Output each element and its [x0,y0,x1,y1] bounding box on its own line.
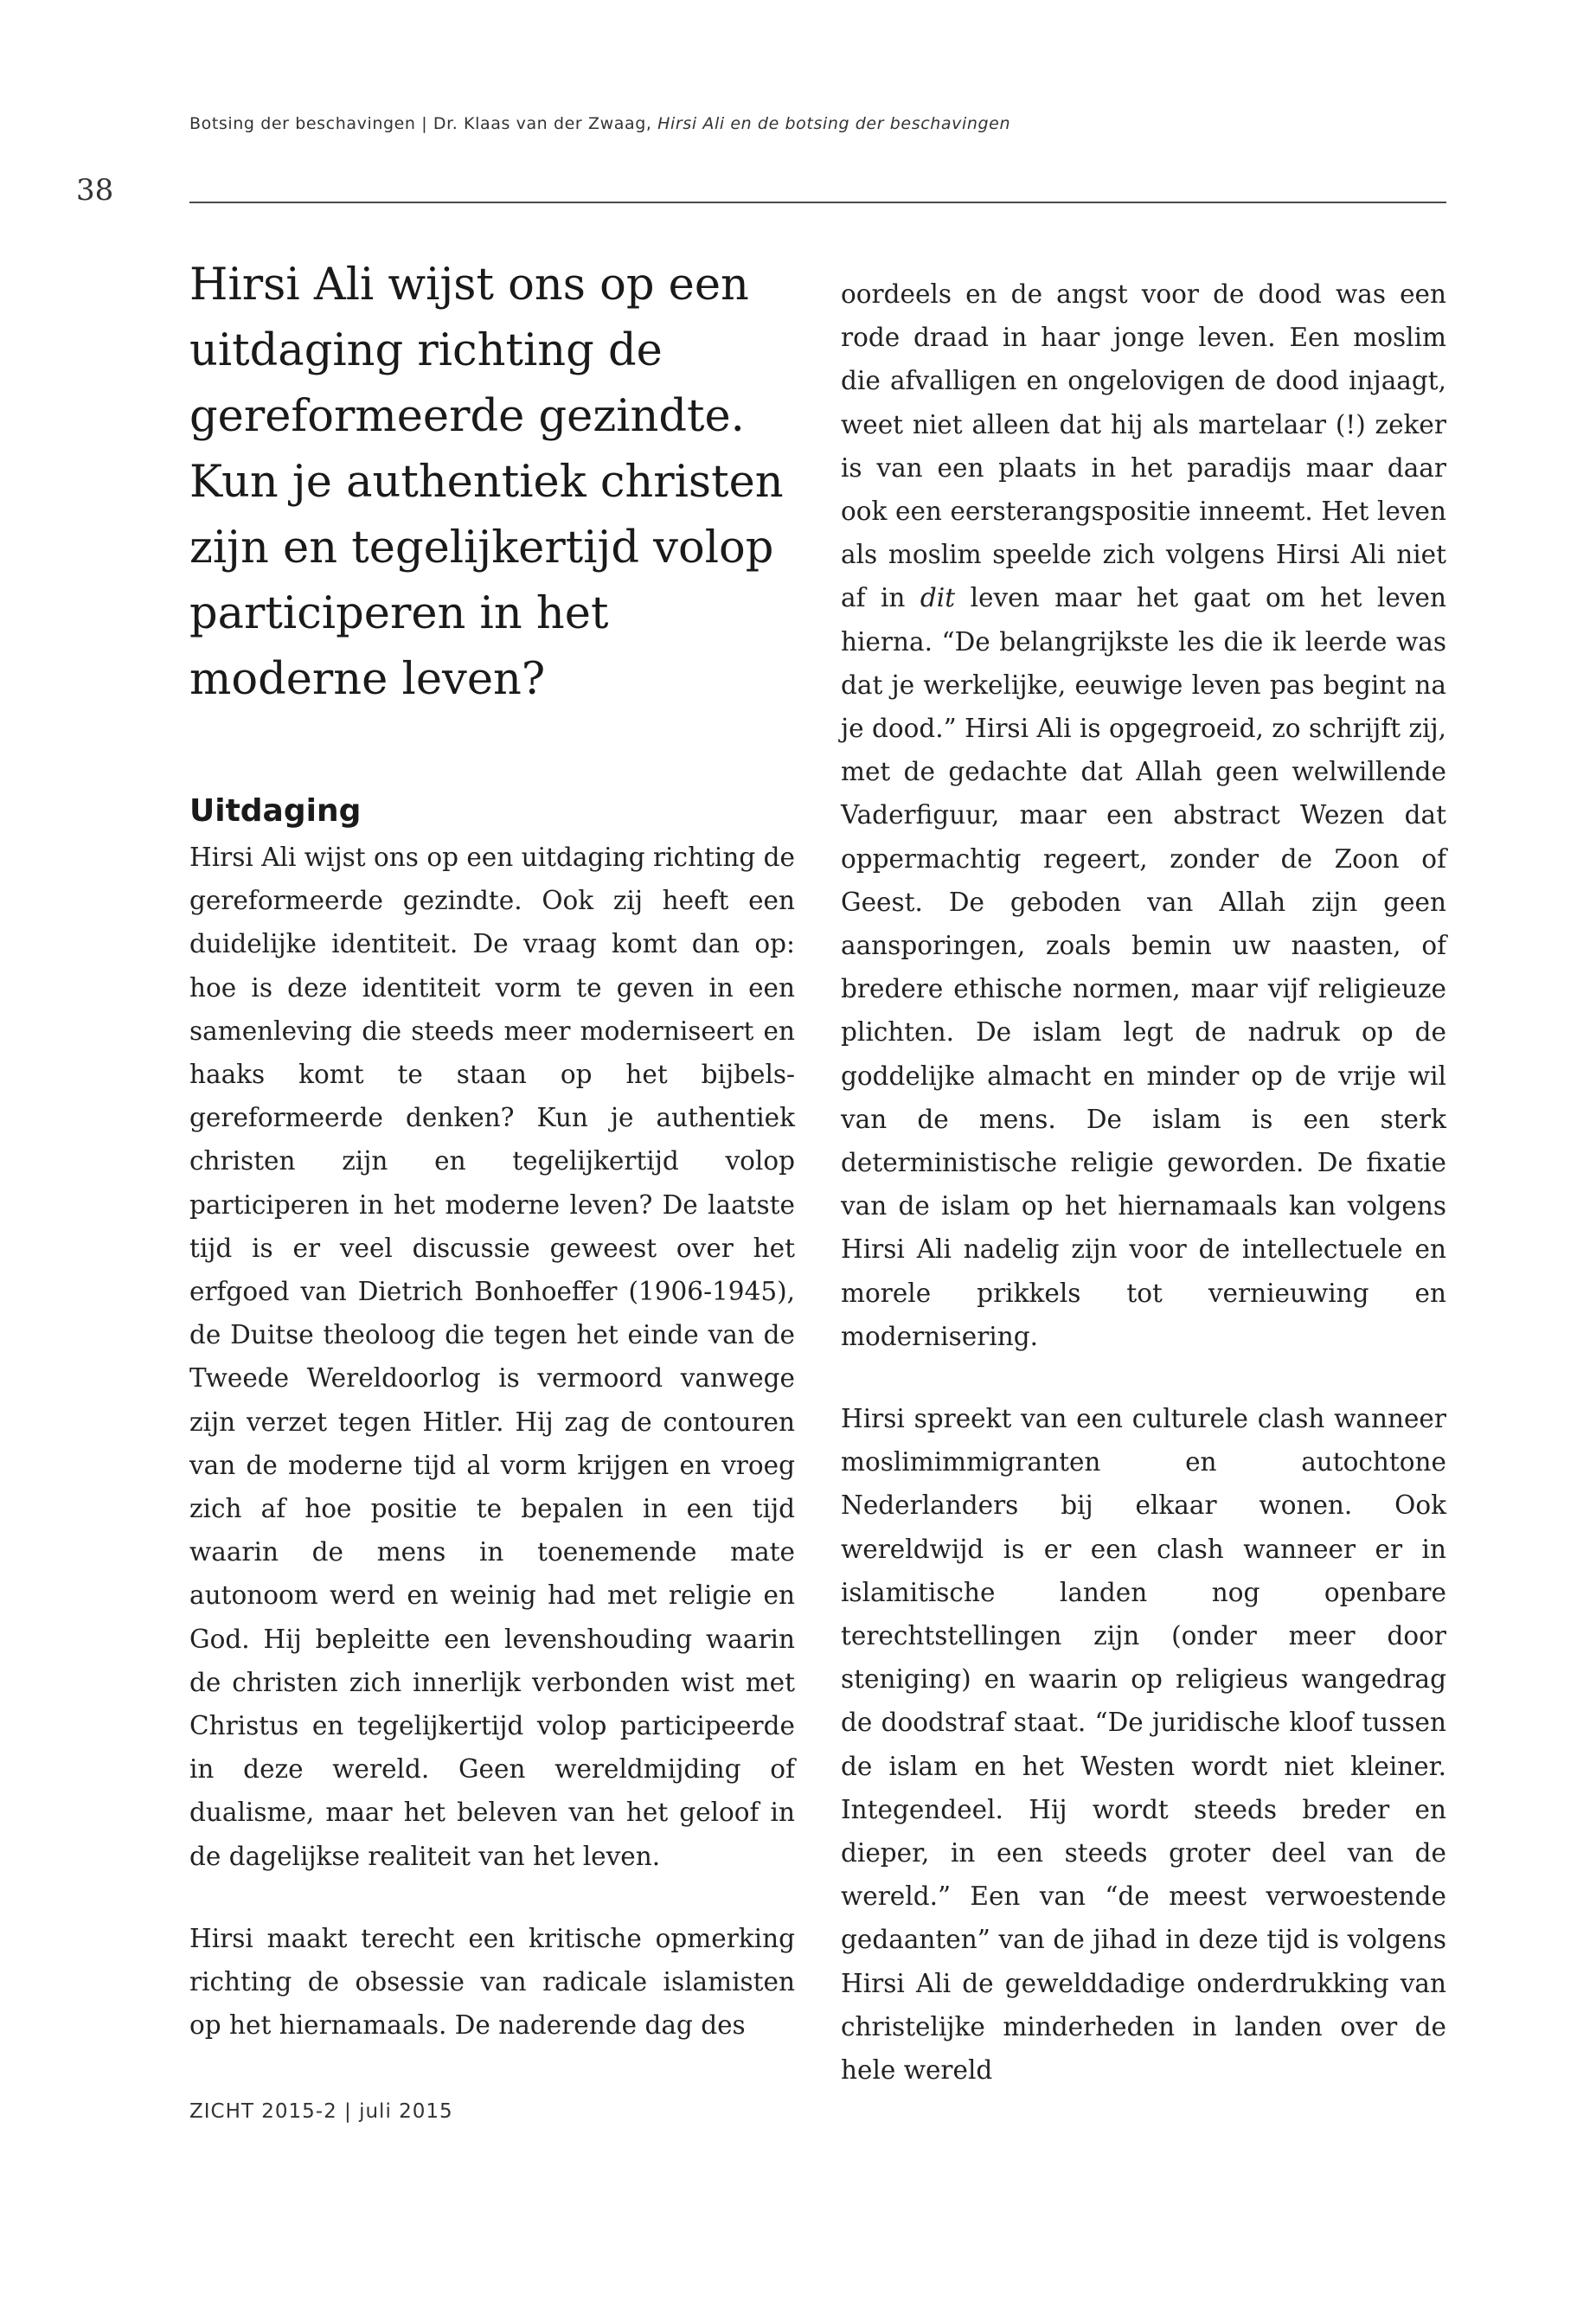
header-article-title: Hirsi Ali en de botsing der beschavingen [657,114,1011,133]
section-heading: Uitdaging [189,793,362,829]
body-paragraph-3 [841,272,1446,1358]
body-paragraph-1: Hirsi Ali wijst ons op een uitdaging richting de gereformeerde gezindte. Ook zij heeft een duidelijke identiteit. De vraag komt dan op: hoe is deze identiteit vorm te geven in een samenleving die steeds meer moderniseert en haaks komt te staan op het bijbels-gereformeerde denken? Kun je authentiek christen zijn en tegelijkertijd volop participeren in het moderne leven? De laatste tijd is er veel discussie geweest over het erfgoed van Dietrich Bonhoeffer (1906-1945), de Duitse theoloog die tegen het einde van de Tweede Wereldoorlog is vermoord vanwege zijn verzet tegen Hitler. Hij zag de contouren van de moderne tijd al vorm krijgen en vroeg zich af hoe positie te bepalen in een tijd waarin de mens in toenemende mate autonoom werd en weinig had met religie en God. Hij bepleitte een levenshouding waarin de christen zich innerlijk verbonden wist met Christus en tegelijkertijd volop participeerde in deze wereld. Geen wereldmijding of dualisme, maar het beleven van het geloof in de dagelijkse realiteit van het leven. [189,843,795,1871]
body-paragraph-3-part-2: leven maar het gaat om het leven hierna. “De belangrijkste les die ik leerde was dat je werkelijke, eeuwige leven pas begint na je dood.” Hirsi Ali is opgegroeid, zo schrijft zij, met de gedachte dat Allah geen welwillende Vaderfiguur, maar een abstract Wezen dat oppermachtig regeert, zonder de Zoon of Geest. De geboden van Allah zijn geen aansporingen, zoals bemin uw naasten, of bredere ethische normen, maar vijf religieuze plichten. De islam legt de nadruk op de goddelijke almacht en minder op de vrije wil van de mens. De islam is een sterk deterministische religie geworden. De fixatie van de islam op het hiernamaals kan volgens Hirsi Ali nadelig zijn voor de intellectuele en morele prikkels tot vernieuwing en modernisering. [841,583,1446,1351]
header-author: Dr. Klaas van der Zwaag, [433,114,658,133]
header-separator: | [415,114,433,133]
body-paragraph-4: Hirsi spreekt van een culturele clash wanneer moslimimmigranten en autochtone Nederlanders bij elkaar wonen. Ook wereldwijd is er een clash wanneer er in islamitische landen nog openbare terechtstellingen zijn (onder meer door steniging) en waarin op religieus wangedrag de doodstraf staat. “De juridische kloof tussen de islam en het Westen wordt niet kleiner. Integendeel. Hij wordt steeds breder en dieper, in een steeds groter deel van de wereld.” Een van “de meest verwoestende gedaanten” van de jihad in deze tijd is volgens Hirsi Ali de gewelddadige onderdrukking van christelijke minderheden in landen over de hele wereld [841,1404,1446,2086]
header-section: Botsing der beschavingen [189,114,416,133]
body-paragraph-2: Hirsi maakt terecht een kritische opmerking richting de obsessie van radicale islamisten op het hiernamaals. De naderende dag des [189,1924,795,2041]
body-paragraph-3-emphasis: dit [920,583,956,613]
body-paragraph-3-part-1: oordeels en de angst voor de dood was een rode draad in haar jonge leven. Een moslim die afvalligen en ongelovigen de dood injaagt, weet niet alleen dat hij als martelaar (!) zeker is van een plaats in het paradijs maar daar ook een eersterangspositie inneemt. Het leven als moslim speelde zich volgens Hirsi Ali niet af in [841,279,1446,613]
running-header [189,114,1010,133]
page-number: 38 [76,173,114,208]
header-rule [189,202,1446,203]
pull-quote: Hirsi Ali wijst ons op een uitdaging richting de gereformeerde gezindte. Kun je authentiek christen zijn en tegelijkertijd volop participeren in het moderne leven? [189,260,784,705]
footer: ZICHT 2015-2 | juli 2015 [189,2100,453,2123]
